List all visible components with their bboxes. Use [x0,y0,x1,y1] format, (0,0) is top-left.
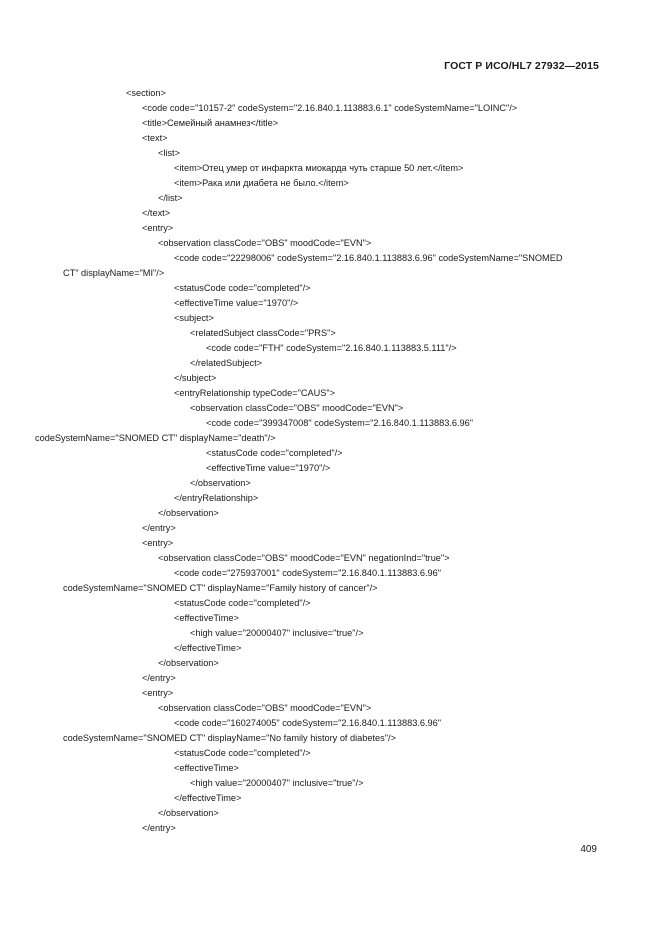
code-line: </entryRelationship> [174,493,259,503]
code-line: <relatedSubject classCode="PRS"> [190,328,336,338]
code-line: <code code="10157-2" codeSystem="2.16.840.1.113883.6.1" codeSystemName="LOINC"/> [142,103,518,113]
code-line: <entry> [142,223,174,233]
code-line: </text> [142,208,171,218]
code-line: </list> [158,193,183,203]
code-line: <entry> [142,538,174,548]
code-line: <title>Семейный анамнез</title> [142,118,279,128]
code-line: <statusCode code="completed"/> [174,748,311,758]
code-line: <observation classCode="OBS" moodCode="EVN" negationInd="true"> [158,553,450,563]
code-line: <entry> [142,688,174,698]
code-line: codeSystemName="SNOMED CT" displayName="No family history of diabetes"/> [63,733,396,743]
code-line: </observation> [190,478,251,488]
code-line: <code code="399347008" codeSystem="2.16.840.1.113883.6.96" [206,418,474,428]
code-line: <code code="22298006" codeSystem="2.16.840.1.113883.6.96" codeSystemName="SNOMED [174,253,563,263]
code-line: CT" displayName="MI"/> [63,268,165,278]
code-line: </entry> [142,823,176,833]
code-line: <observation classCode="OBS" moodCode="EVN"> [158,703,372,713]
code-line: <code code="160274005" codeSystem="2.16.840.1.113883.6.96" [174,718,442,728]
code-line: </effectiveTime> [174,643,242,653]
code-line: <statusCode code="completed"/> [174,283,311,293]
code-line: codeSystemName="SNOMED CT" displayName="death"/> [35,433,276,443]
code-line: <effectiveTime> [174,613,239,623]
code-line: </entry> [142,523,176,533]
code-line: <code code="FTH" codeSystem="2.16.840.1.113883.5.111"/> [206,343,457,353]
code-line: <entryRelationship typeCode="CAUS"> [174,388,336,398]
code-line: <high value="20000407" inclusive="true"/> [190,778,364,788]
code-line: <statusCode code="completed"/> [174,598,311,608]
code-line: <section> [126,88,166,98]
code-line: <text> [142,133,168,143]
code-line: <statusCode code="completed"/> [206,448,343,458]
code-line: </observation> [158,658,219,668]
code-line: <observation classCode="OBS" moodCode="EVN"> [190,403,404,413]
code-line: <item>Отец умер от инфаркта миокарда чуть старше 50 лет.</item> [174,163,464,173]
code-line: </observation> [158,808,219,818]
code-line: <observation classCode="OBS" moodCode="EVN"> [158,238,372,248]
code-line: <subject> [174,313,214,323]
page-number: 409 [580,844,597,855]
code-line: </entry> [142,673,176,683]
code-line: </relatedSubject> [190,358,263,368]
code-line: <high value="20000407" inclusive="true"/> [190,628,364,638]
code-line: <list> [158,148,180,158]
code-line: <effectiveTime> [174,763,239,773]
code-line: </observation> [158,508,219,518]
standard-header: ГОСТ Р ИСО/HL7 27932—2015 [444,60,599,72]
code-line: <item>Рака или диабета не было.</item> [174,178,349,188]
code-line: </effectiveTime> [174,793,242,803]
code-line: <effectiveTime value="1970"/> [206,463,331,473]
code-line: codeSystemName="SNOMED CT" displayName="Family history of cancer"/> [63,583,378,593]
code-line: </subject> [174,373,217,383]
code-line: <effectiveTime value="1970"/> [174,298,299,308]
code-line: <code code="275937001" codeSystem="2.16.840.1.113883.6.96" [174,568,442,578]
